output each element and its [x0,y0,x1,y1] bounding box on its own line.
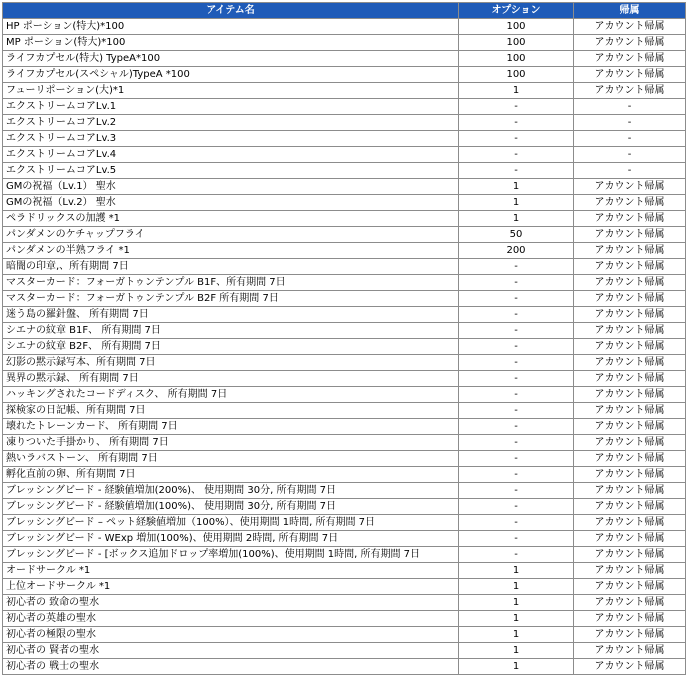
option-cell: - [459,419,574,435]
binding-cell: アカウント帰属 [574,627,686,643]
table-row [3,291,686,307]
table-row [3,467,686,483]
table-row [3,259,686,275]
item-name-cell: ペラドリックスの加護 *1 [3,211,459,227]
option-cell: 1 [459,579,574,595]
table-row [3,195,686,211]
binding-cell: アカウント帰属 [574,611,686,627]
column-header-binding: 帰属 [574,3,686,19]
table-row [3,51,686,67]
option-cell: - [459,515,574,531]
option-cell: - [459,355,574,371]
item-name-cell: パンダメンの半熟フライ *1 [3,243,459,259]
option-cell: 100 [459,35,574,51]
binding-cell: アカウント帰属 [574,291,686,307]
binding-cell: アカウント帰属 [574,659,686,675]
item-name-cell: MP ポーション(特大)*100 [3,35,459,51]
table-row [3,611,686,627]
table-row [3,499,686,515]
table-row [3,163,686,179]
binding-cell: アカウント帰属 [574,467,686,483]
item-name-cell: 初心者の 戦士の聖水 [3,659,459,675]
table-row [3,579,686,595]
item-name-cell: オードサークル *1 [3,563,459,579]
item-name-cell: ライフカプセル(スペシャル)TypeA *100 [3,67,459,83]
binding-cell: アカウント帰属 [574,563,686,579]
item-name-cell: ハッキングされたコードディスク、 所有期間 7日 [3,387,459,403]
table-row [3,275,686,291]
binding-cell: アカウント帰属 [574,307,686,323]
binding-cell: アカウント帰属 [574,403,686,419]
binding-cell: - [574,115,686,131]
table-row [3,211,686,227]
binding-cell: アカウント帰属 [574,35,686,51]
item-name-cell: 幻影の黙示録写本、所有期間 7日 [3,355,459,371]
binding-cell: アカウント帰属 [574,211,686,227]
option-cell: - [459,147,574,163]
option-cell: - [459,291,574,307]
binding-cell: アカウント帰属 [574,19,686,35]
option-cell: 1 [459,627,574,643]
option-cell: - [459,131,574,147]
table-row [3,531,686,547]
item-name-cell: シエナの紋章 B1F、 所有期間 7日 [3,323,459,339]
binding-cell: アカウント帰属 [574,51,686,67]
table-body [3,19,686,675]
binding-cell: アカウント帰属 [574,243,686,259]
item-name-cell: ブレッシングビード - 経験値増加(100%)、 使用期間 30分, 所有期間 7日 [3,499,459,515]
option-cell: - [459,403,574,419]
table-row [3,419,686,435]
table-row [3,595,686,611]
item-name-cell: 暗闇の印章,、所有期間 7日 [3,259,459,275]
column-header-item-name: アイテム名 [3,3,459,19]
option-cell: - [459,275,574,291]
item-name-cell: ライフカプセル(特大) TypeA*100 [3,51,459,67]
item-name-cell: シエナの紋章 B2F、 所有期間 7日 [3,339,459,355]
binding-cell: アカウント帰属 [574,371,686,387]
item-table [2,2,686,675]
option-cell: - [459,115,574,131]
option-cell: 200 [459,243,574,259]
binding-cell: アカウント帰属 [574,323,686,339]
binding-cell: アカウント帰属 [574,595,686,611]
binding-cell: アカウント帰属 [574,643,686,659]
option-cell: - [459,371,574,387]
table-row [3,403,686,419]
table-header-row [3,3,686,19]
option-cell: 50 [459,227,574,243]
binding-cell: アカウント帰属 [574,451,686,467]
binding-cell: アカウント帰属 [574,579,686,595]
option-cell: - [459,483,574,499]
option-cell: - [459,339,574,355]
item-name-cell: エクストリームコアLv.3 [3,131,459,147]
item-name-cell: HP ポーション(特大)*100 [3,19,459,35]
column-header-option: オプション [459,3,574,19]
item-name-cell: パンダメンのケチャップフライ [3,227,459,243]
table-row [3,19,686,35]
option-cell: 1 [459,563,574,579]
option-cell: - [459,547,574,563]
table-row [3,339,686,355]
item-name-cell: マスターカード：フォーガトゥンテンプル B2F 所有期間 7日 [3,291,459,307]
table-row [3,147,686,163]
option-cell: - [459,259,574,275]
table-row [3,483,686,499]
option-cell: 1 [459,659,574,675]
item-name-cell: 壊れたトレーンカード、 所有期間 7日 [3,419,459,435]
binding-cell: アカウント帰属 [574,339,686,355]
binding-cell: アカウント帰属 [574,67,686,83]
option-cell: 100 [459,19,574,35]
binding-cell: アカウント帰属 [574,483,686,499]
table-row [3,659,686,675]
option-cell: 1 [459,83,574,99]
option-cell: - [459,307,574,323]
table-row [3,307,686,323]
option-cell: 100 [459,51,574,67]
option-cell: - [459,387,574,403]
table-row [3,547,686,563]
option-cell: - [459,163,574,179]
option-cell: - [459,323,574,339]
table-row [3,435,686,451]
table-row [3,67,686,83]
option-cell: 1 [459,195,574,211]
table-row [3,35,686,51]
table-row [3,355,686,371]
table-row [3,227,686,243]
table-row [3,515,686,531]
table-row [3,387,686,403]
item-name-cell: エクストリームコアLv.1 [3,99,459,115]
option-cell: - [459,435,574,451]
table-row [3,451,686,467]
table-row [3,371,686,387]
item-name-cell: ブレッシングビード – ペット経験値増加（100%）、使用期間 1時間, 所有期間 7日 [3,515,459,531]
option-cell: 1 [459,611,574,627]
table-row [3,563,686,579]
binding-cell: アカウント帰属 [574,499,686,515]
item-name-cell: ブレッシングビード - WExp 増加(100%)、使用期間 2時間, 所有期間 7日 [3,531,459,547]
item-name-cell: 凍りついた手掛かり、 所有期間 7日 [3,435,459,451]
option-cell: - [459,451,574,467]
table-row [3,83,686,99]
item-name-cell: エクストリームコアLv.5 [3,163,459,179]
option-cell: - [459,499,574,515]
table-row [3,99,686,115]
table-row [3,115,686,131]
binding-cell: アカウント帰属 [574,355,686,371]
item-name-cell: 初心者の 致命の聖水 [3,595,459,611]
binding-cell: アカウント帰属 [574,195,686,211]
binding-cell: - [574,131,686,147]
item-name-cell: エクストリームコアLv.4 [3,147,459,163]
item-name-cell: 迷う島の羅針盤、 所有期間 7日 [3,307,459,323]
binding-cell: - [574,99,686,115]
binding-cell: - [574,147,686,163]
table-row [3,131,686,147]
option-cell: 1 [459,179,574,195]
option-cell: - [459,467,574,483]
item-name-cell: ブレッシングビード - 経験値増加(200%)、 使用期間 30分, 所有期間 7日 [3,483,459,499]
binding-cell: アカウント帰属 [574,83,686,99]
binding-cell: アカウント帰属 [574,275,686,291]
item-name-cell: 初心者の英雄の聖水 [3,611,459,627]
table-row [3,179,686,195]
item-name-cell: 異界の黙示録、 所有期間 7日 [3,371,459,387]
option-cell: 1 [459,643,574,659]
item-name-cell: マスターカード：フォーガトゥンテンプル B1F、所有期間 7日 [3,275,459,291]
table-row [3,323,686,339]
item-name-cell: 探検家の日記帳、所有期間 7日 [3,403,459,419]
item-name-cell: 孵化直前の卵、所有期間 7日 [3,467,459,483]
item-name-cell: フューリポーション(大)*1 [3,83,459,99]
item-name-cell: GMの祝福（Lv.2） 聖水 [3,195,459,211]
item-name-cell: 熱いラバストーン、 所有期間 7日 [3,451,459,467]
binding-cell: アカウント帰属 [574,515,686,531]
binding-cell: アカウント帰属 [574,259,686,275]
binding-cell: アカウント帰属 [574,547,686,563]
option-cell: - [459,99,574,115]
table-row [3,627,686,643]
binding-cell: アカウント帰属 [574,387,686,403]
binding-cell: アカウント帰属 [574,227,686,243]
item-name-cell: ブレッシングビード - [ボックス追加ドロップ率増加(100%)、使用期間 1時間, 所有期間 7日 [3,547,459,563]
item-name-cell: エクストリームコアLv.2 [3,115,459,131]
table-row [3,643,686,659]
item-name-cell: 初心者の極限の聖水 [3,627,459,643]
binding-cell: アカウント帰属 [574,179,686,195]
option-cell: 100 [459,67,574,83]
option-cell: 1 [459,595,574,611]
item-name-cell: 上位オードサークル *1 [3,579,459,595]
option-cell: 1 [459,211,574,227]
binding-cell: アカウント帰属 [574,419,686,435]
option-cell: - [459,531,574,547]
binding-cell: - [574,163,686,179]
binding-cell: アカウント帰属 [574,531,686,547]
item-name-cell: 初心者の 賢者の聖水 [3,643,459,659]
item-name-cell: GMの祝福（Lv.1） 聖水 [3,179,459,195]
binding-cell: アカウント帰属 [574,435,686,451]
table-row [3,243,686,259]
